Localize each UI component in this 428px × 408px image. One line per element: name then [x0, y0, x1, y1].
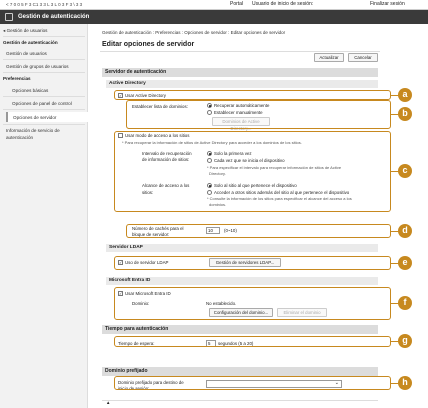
sidebar — [0, 24, 88, 408]
callout-box-g — [114, 336, 391, 347]
callout-box-b — [126, 100, 391, 129]
use-access-sites-label: Usar modo de acceso a los sitios — [125, 133, 190, 138]
callout-marker-g: g — [398, 334, 412, 348]
device-name: < 7 0 0 5 F 3 C1 3 3 L 3 L 0 3 F 3 \ 3 3 — [6, 2, 83, 7]
app-title: Gestión de autenticación — [18, 13, 90, 20]
app-title-bar — [0, 10, 428, 24]
sidebar-item-server[interactable] — [6, 112, 88, 122]
callout-marker-b: b — [398, 107, 412, 121]
timeout-unit: segundos (5 a 20) — [218, 341, 254, 346]
page-title: Editar opciones de servidor — [102, 41, 195, 48]
cancel-button[interactable]: Cancelar — [348, 53, 378, 62]
callout-box-d — [126, 224, 391, 238]
section-auth-server: Servidor de autenticación — [102, 68, 378, 77]
section-scroll-arrow: ▲ — [106, 400, 111, 405]
radio-auto-label: Recuperar automáticamente — [214, 103, 270, 108]
sidebar-item-info-line2[interactable]: autenticación — [6, 135, 34, 140]
callout-marker-h: h — [398, 376, 412, 390]
default-domain-label-line1: Dominio prefijado para destino de — [118, 380, 184, 385]
radio-manual-label: Establecer manualmente — [214, 110, 263, 115]
sidebar-back-link[interactable]: ◂ Gestión de usuarios — [3, 28, 48, 33]
sidebar-item-basic[interactable]: Opciones básicas — [12, 88, 49, 93]
cache-label-line1: Número de cachés para el — [132, 226, 184, 231]
update-button[interactable]: Actualizar — [314, 53, 344, 62]
logout-link[interactable]: Finalizar sesión — [370, 1, 405, 7]
callout-marker-c: c — [398, 164, 412, 178]
timeout-label: Tiempo de espera: — [118, 341, 155, 346]
app-icon — [5, 13, 13, 21]
scope-note-line1: * Consulte la información de los sitios para especificar el alcance del acceso a los — [207, 196, 352, 201]
portal-link[interactable]: Portal — [230, 1, 244, 7]
entra-config-button[interactable]: Configuración del dominio... — [209, 308, 273, 317]
entra-domain-label: Dominio: — [132, 301, 150, 306]
sidebar-item-panel[interactable]: Opciones de panel de control — [12, 101, 72, 106]
subsection-active-directory: Active Directory — [106, 80, 378, 88]
sidebar-back-label: Gestión de usuarios — [6, 28, 48, 33]
interval-opt1-label: Solo la primera vez — [214, 151, 252, 156]
cache-count-input[interactable]: 10 — [206, 227, 220, 234]
callout-box-h — [114, 376, 391, 390]
callout-box-a — [114, 90, 391, 100]
interval-note-line1: * Para especificar el intervalo para recuperar información de sitios de Active — [207, 165, 342, 170]
callout-box-f — [114, 287, 391, 320]
entra-domain-value: No establecido. — [206, 301, 237, 306]
cache-range: (0~10) — [224, 228, 237, 233]
breadcrumb: Gestión de autenticación : Preferencias : Opciones de servidor : Editar opciones de servidor — [102, 30, 286, 35]
sidebar-item-server-label: Opciones de servidor — [13, 115, 57, 120]
callout-marker-e: e — [398, 256, 412, 270]
sidebar-section-preferences: Preferencias — [3, 76, 31, 81]
sidebar-item-groups[interactable]: Gestión de grupos de usuarios — [6, 64, 69, 69]
default-domain-label-line2: inicio de sesión: — [118, 386, 150, 391]
interval-note-line2: Directory. — [209, 171, 226, 176]
scope-label-line2: sitios: — [142, 190, 154, 195]
entra-delete-button[interactable]: Eliminar el dominio — [277, 308, 327, 317]
callout-marker-a: a — [398, 88, 412, 102]
chevron-down-icon: ⌄ — [334, 380, 339, 386]
section-timeout: Tiempo para autenticación — [102, 325, 378, 334]
cache-label-line2: bloque de servidor: — [132, 232, 170, 237]
use-ldap-label: Uso de servidor LDAP — [125, 260, 169, 265]
sidebar-item-users[interactable]: Gestión de usuarios — [6, 51, 47, 56]
domain-list-label: Establecer lista de dominios: — [132, 104, 188, 109]
scope-opt1-label: Solo al sitio al que pertenece el dispositivo — [214, 183, 297, 188]
interval-label-line1: Intervalo de recuperación — [142, 151, 192, 156]
top-bar — [0, 0, 428, 10]
scope-label-line1: Alcance de acceso a los — [142, 183, 190, 188]
use-entra-checkbox[interactable]: ✓ — [119, 291, 123, 296]
access-sites-note: * Para recuperar la información de sitios de Active Directory para acceder a los dominios de los sitios. — [122, 140, 302, 145]
scope-opt2-label: Acceder a otros sitios además del sitio al que pertenece el dispositivo — [214, 190, 350, 195]
timeout-input[interactable]: 5 — [206, 340, 216, 347]
scope-note-line2: dominios. — [209, 202, 227, 207]
interval-label-line2: de información de sitios: — [142, 157, 190, 162]
login-user-label: Usuario de inicio de sesión: — [252, 1, 314, 7]
callout-box-c — [114, 131, 391, 212]
ldap-manage-button[interactable]: Gestión de servidores LDAP... — [209, 258, 281, 267]
main-content — [88, 24, 428, 408]
use-ad-checkbox[interactable]: ✓ — [119, 93, 123, 98]
subsection-ldap: Servidor LDAP — [106, 244, 378, 252]
use-ad-label: Usar Active Directory — [125, 93, 166, 98]
callout-box-e — [114, 256, 391, 270]
callout-marker-d: d — [398, 224, 412, 238]
sidebar-item-info-line1[interactable]: Información de servicio de — [6, 128, 60, 133]
use-ldap-checkbox[interactable]: ✓ — [119, 260, 123, 265]
use-entra-label: Usar Microsoft Entra ID — [125, 291, 171, 296]
ad-domains-button[interactable]: Dominios de Active Directory... — [212, 117, 270, 126]
sidebar-section-auth: Gestión de autenticación — [3, 40, 58, 45]
interval-opt2-label: Cada vez que se inicia el dispositivo — [214, 158, 285, 163]
subsection-entra-id: Microsoft Entra ID — [106, 277, 378, 285]
callout-marker-f: f — [398, 296, 412, 310]
section-default-domain: Dominio prefijado — [102, 367, 378, 376]
